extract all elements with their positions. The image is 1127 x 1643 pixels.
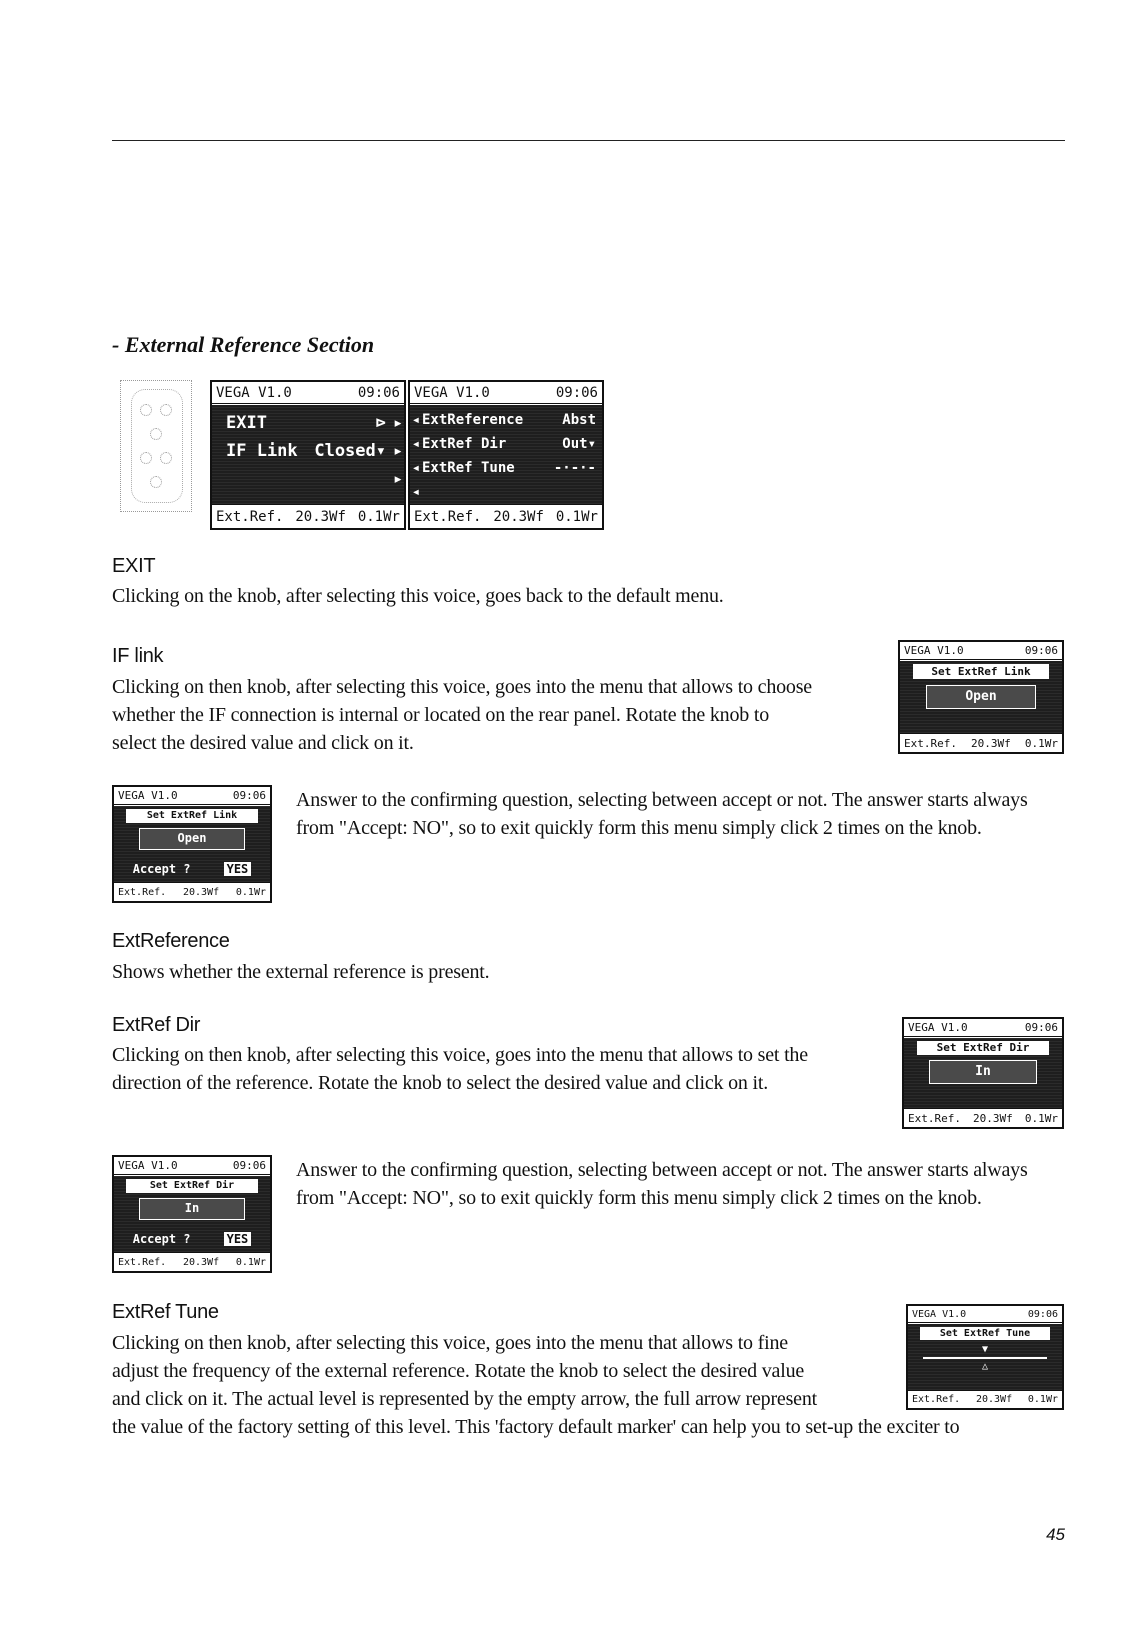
lcd-menu-area: [904, 1038, 1062, 1108]
if-link-confirm-text: Answer to the confirming question, selecting between accept or not. The answer starts always from "Accept: NO", so to exit quickly form this menu simply click 2 times on the knob.: [296, 789, 1028, 839]
arrow-left-icon: ◂: [411, 436, 421, 452]
lcd-power-bar: Ext.Ref. 20.3Wf 0.1Wr: [114, 882, 270, 901]
exit-text: Clicking on the knob, after selecting this voice, goes back to the default menu.: [112, 585, 724, 607]
menu-item-extreference[interactable]: ◂ ExtReference Abst: [411, 412, 596, 428]
lcd-status-bar: VEGA V1.0 09:06: [900, 642, 1062, 660]
lcd-menu-screen-2: [408, 380, 604, 530]
arrow-left-icon: ◂: [411, 412, 421, 428]
lcd-power-bar: Ext.Ref. 20.3Wf 0.1Wr: [900, 733, 1062, 752]
lcd-status-bar: VEGA V1.0 09:06: [114, 787, 270, 805]
top-rule: [112, 140, 1065, 141]
menu-item-empty: [212, 467, 404, 491]
remote-body: [131, 389, 183, 503]
screen-title: Set ExtRef Link: [913, 664, 1049, 679]
extreference-heading: ExtReference: [112, 930, 230, 952]
menu-item-if-link[interactable]: IF Link Closed▾ ▸: [226, 441, 404, 461]
actual-level-arrow-icon: △: [982, 1361, 989, 1372]
remote-button: [150, 476, 162, 488]
extref-tune-text-line: adjust the frequency of the external reference. Rotate the knob to select the desired value: [112, 1360, 805, 1382]
menu-item-empty: [410, 481, 602, 503]
lcd-extref-dir-confirm-screen: [112, 1155, 272, 1273]
arrow-left-icon: ◂: [411, 460, 421, 476]
lcd-status-bar: [212, 382, 404, 404]
if-link-text-line: whether the IF connection is internal or located on the rear panel. Rotate the knob to: [112, 704, 770, 726]
dir-value-selector[interactable]: In: [929, 1060, 1036, 1084]
dir-value-display: In: [139, 1198, 245, 1220]
lcd-clock: 09:06: [357, 384, 400, 401]
menu-item-extref-dir[interactable]: ◂ ExtRef Dir Out▾: [411, 436, 596, 452]
lcd-menu-area: [410, 405, 602, 504]
extref-tune-text-line: and click on it. The actual level is represented by the empty arrow, the full arrow represent: [112, 1388, 818, 1410]
arrow-right-icon: ▸: [392, 413, 404, 433]
remote-button: [160, 404, 172, 416]
lcd-extref-tune-screen: [906, 1304, 1064, 1410]
lcd-menu-area: [114, 1176, 270, 1252]
lcd-menu-screen-1: [210, 380, 406, 530]
lcd-device-name: VEGA V1.0: [216, 384, 292, 401]
screen-title: Set ExtRef Dir: [126, 1179, 257, 1193]
accept-prompt[interactable]: Accept ? YES: [133, 1230, 252, 1248]
lcd-menu-area: [908, 1324, 1062, 1390]
remote-button: [160, 452, 172, 464]
lcd-menu-area: [900, 661, 1062, 733]
exit-heading: EXIT: [112, 555, 156, 577]
lcd-extref-dir-screen: [902, 1017, 1064, 1129]
remote-control-illustration: [120, 380, 192, 512]
lcd-status-bar: VEGA V1.0 09:06: [904, 1019, 1062, 1037]
remote-button: [140, 452, 152, 464]
accept-prompt[interactable]: Accept ? YES: [133, 860, 252, 878]
extref-tune-text-line: the value of the factory setting of this level. This 'factory default marker' can help you to set-up the exciter to: [112, 1416, 960, 1438]
extref-dir-confirm-text: Answer to the confirming question, selecting between accept or not. The answer starts always from "Accept: NO", so to exit quickly form this menu simply click 2 times on the knob.: [296, 1159, 1028, 1209]
remote-button: [150, 428, 162, 440]
arrow-right-icon: ▸: [392, 469, 404, 489]
extref-tune-text-line: Clicking on then knob, after selecting this voice, goes into the menu that allows to fine: [112, 1332, 788, 1354]
page-number: 45: [1046, 1525, 1065, 1544]
lcd-power-bar: Ext.Ref. 20.3Wf 0.1Wr: [904, 1108, 1062, 1127]
if-link-text-line: Clicking on then knob, after selecting this voice, goes into the menu that allows to choose: [112, 676, 812, 698]
lcd-status-bar: VEGA V1.0 09:06: [114, 1157, 270, 1175]
lcd-clock: 09:06: [555, 384, 598, 401]
extref-tune-heading: ExtRef Tune: [112, 1301, 219, 1323]
lcd-power-bar: Ext.Ref. 20.3Wf 0.1Wr: [212, 504, 404, 528]
if-link-heading: IF link: [112, 645, 164, 667]
arrow-right-icon: ▸: [392, 441, 404, 461]
lcd-power-bar: Ext.Ref. 20.3Wf 0.1Wr: [410, 504, 602, 528]
link-value-selector[interactable]: Open: [926, 685, 1036, 709]
accept-yes-option[interactable]: YES: [224, 862, 252, 876]
lcd-menu-area: [114, 806, 270, 882]
extref-dir-text-line: Clicking on then knob, after selecting this voice, goes into the menu that allows to set the: [112, 1044, 808, 1066]
extref-dir-text-line: direction of the reference. Rotate the knob to select the desired value and click on it.: [112, 1072, 769, 1094]
lcd-if-link-screen: [898, 640, 1064, 754]
extref-dir-heading: ExtRef Dir: [112, 1014, 201, 1036]
lcd-status-bar: VEGA V1.0 09:06: [908, 1306, 1062, 1323]
arrow-left-icon: ◂: [411, 484, 421, 500]
tune-scale[interactable]: [923, 1357, 1046, 1359]
if-link-text-line: select the desired value and click on it.: [112, 732, 414, 754]
accept-yes-option[interactable]: YES: [224, 1232, 252, 1246]
extreference-text: Shows whether the external reference is present.: [112, 961, 490, 983]
factory-default-arrow-icon: ▼: [982, 1344, 989, 1355]
screen-title: Set ExtRef Tune: [920, 1327, 1049, 1340]
screen-title: Set ExtRef Dir: [917, 1041, 1050, 1055]
lcd-menu-area: [212, 405, 404, 504]
screen-title: Set ExtRef Link: [126, 809, 257, 823]
lcd-device-name: VEGA V1.0: [414, 384, 490, 401]
lcd-status-bar: [410, 382, 602, 404]
lcd-power-bar: Ext.Ref. 20.3Wf 0.1Wr: [908, 1390, 1062, 1408]
lcd-power-bar: Ext.Ref. 20.3Wf 0.1Wr: [114, 1252, 270, 1271]
link-value-display: Open: [139, 828, 245, 850]
menu-item-extref-tune[interactable]: ◂ ExtRef Tune -·-·-: [411, 460, 596, 476]
lcd-if-link-confirm-screen: [112, 785, 272, 903]
remote-button: [140, 404, 152, 416]
section-title: - External Reference Section: [112, 332, 375, 357]
menu-item-exit[interactable]: EXIT ⊳ ▸: [226, 413, 404, 433]
